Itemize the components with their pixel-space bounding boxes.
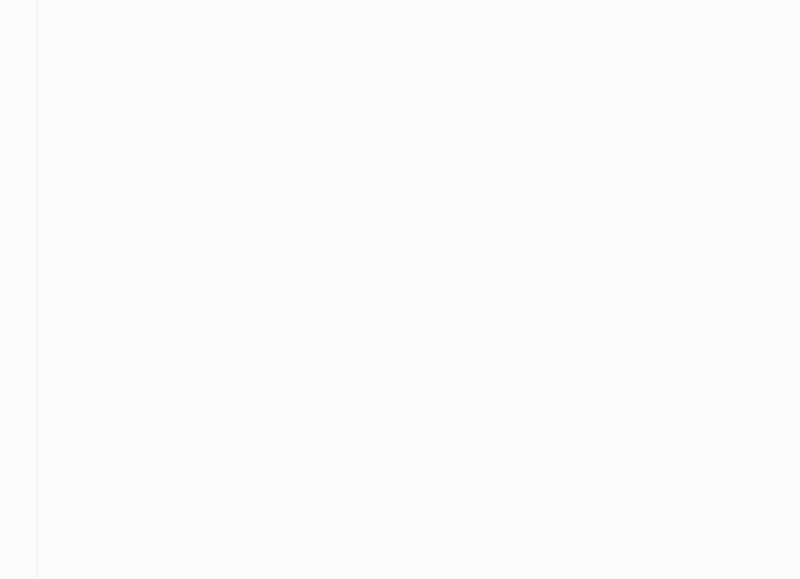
page-2 bbox=[400, 0, 800, 579]
page-edge-line bbox=[37, 0, 38, 579]
